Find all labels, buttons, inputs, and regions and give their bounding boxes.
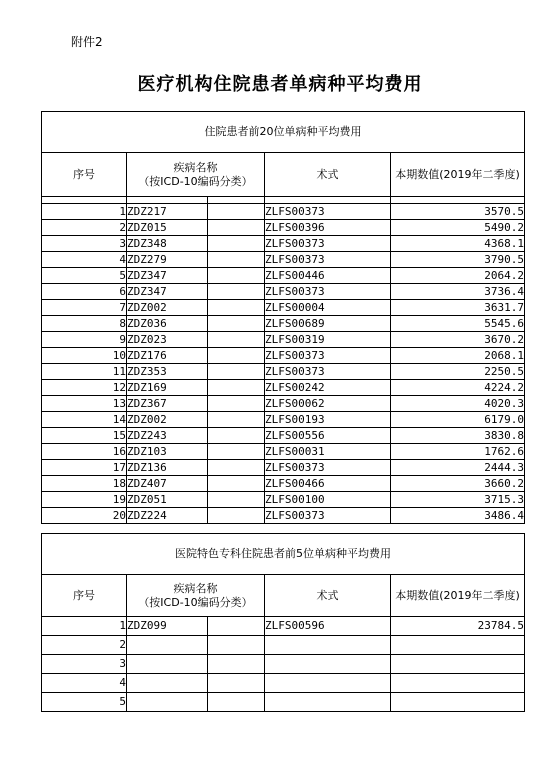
period-value: 2250.5 — [391, 364, 525, 380]
period-value — [391, 693, 525, 712]
table-row — [42, 617, 525, 636]
row-number: 1 — [42, 617, 127, 636]
table-row — [42, 460, 525, 476]
disease-code: ZDZ023 — [127, 332, 208, 348]
row-number: 5 — [42, 693, 127, 712]
surgery-code: ZLFS00446 — [265, 268, 391, 284]
surgery-code: ZLFS00373 — [265, 204, 391, 220]
disease-code-extra — [208, 655, 265, 674]
surgery-code: ZLFS00373 — [265, 236, 391, 252]
header-surgery: 术式 — [265, 153, 391, 197]
row-number: 8 — [42, 316, 127, 332]
disease-code-extra — [208, 204, 265, 220]
period-value: 3715.3 — [391, 492, 525, 508]
disease-code-extra — [208, 316, 265, 332]
disease-code-extra — [208, 332, 265, 348]
period-value: 3660.2 — [391, 476, 525, 492]
table-row — [42, 655, 525, 674]
table-row — [42, 348, 525, 364]
disease-code-extra — [208, 636, 265, 655]
document-title: 医疗机构住院患者单病种平均费用 — [137, 74, 423, 95]
disease-code-extra — [208, 617, 265, 636]
disease-code-extra — [208, 492, 265, 508]
disease-code-extra — [208, 674, 265, 693]
period-value: 5545.6 — [391, 316, 525, 332]
header-seq: 序号 — [42, 153, 127, 197]
surgery-code: ZLFS00242 — [265, 380, 391, 396]
disease-code: ZDZ347 — [127, 284, 208, 300]
table-row — [42, 252, 525, 268]
disease-code-extra — [208, 268, 265, 284]
row-number: 2 — [42, 636, 127, 655]
period-value: 3736.4 — [391, 284, 525, 300]
period-value: 1762.6 — [391, 444, 525, 460]
disease-code: ZDZ169 — [127, 380, 208, 396]
disease-code-extra — [208, 508, 265, 524]
header-disease-label: 疾病名称 — [173, 160, 218, 174]
row-number: 6 — [42, 284, 127, 300]
disease-code: ZDZ347 — [127, 268, 208, 284]
period-value: 3570.5 — [391, 204, 525, 220]
row-number: 7 — [42, 300, 127, 316]
period-value: 3830.8 — [391, 428, 525, 444]
disease-code: ZDZ279 — [127, 252, 208, 268]
disease-code-extra — [208, 476, 265, 492]
row-number: 13 — [42, 396, 127, 412]
disease-code: ZDZ015 — [127, 220, 208, 236]
row-number: 11 — [42, 364, 127, 380]
period-value — [391, 674, 525, 693]
disease-code — [127, 636, 208, 655]
table-row — [42, 236, 525, 252]
period-value: 3486.4 — [391, 508, 525, 524]
row-number: 12 — [42, 380, 127, 396]
surgery-code: ZLFS00031 — [265, 444, 391, 460]
table-row — [42, 636, 525, 655]
period-value — [391, 636, 525, 655]
row-number: 20 — [42, 508, 127, 524]
disease-code: ZDZ176 — [127, 348, 208, 364]
row-number: 2 — [42, 220, 127, 236]
table-row — [42, 284, 525, 300]
disease-code: ZDZ136 — [127, 460, 208, 476]
disease-code-extra — [208, 412, 265, 428]
disease-code-extra — [208, 348, 265, 364]
row-number: 17 — [42, 460, 127, 476]
period-value: 2068.1 — [391, 348, 525, 364]
table-row — [42, 332, 525, 348]
table-row — [42, 268, 525, 284]
period-value: 4368.1 — [391, 236, 525, 252]
period-value: 3631.7 — [391, 300, 525, 316]
surgery-code: ZLFS00373 — [265, 460, 391, 476]
table-row — [42, 693, 525, 712]
disease-code-extra — [208, 284, 265, 300]
surgery-code: ZLFS00062 — [265, 396, 391, 412]
header-seq: 序号 — [42, 575, 127, 617]
row-number: 4 — [42, 252, 127, 268]
disease-code: ZDZ407 — [127, 476, 208, 492]
surgery-code: ZLFS00319 — [265, 332, 391, 348]
disease-code: ZDZ217 — [127, 204, 208, 220]
header-value: 本期数值(2019年二季度) — [391, 153, 525, 197]
disease-code: ZDZ348 — [127, 236, 208, 252]
period-value — [391, 655, 525, 674]
surgery-code: ZLFS00373 — [265, 284, 391, 300]
disease-code-extra — [208, 364, 265, 380]
table-row — [42, 674, 525, 693]
disease-code-extra — [208, 252, 265, 268]
surgery-code: ZLFS00373 — [265, 252, 391, 268]
row-number: 4 — [42, 674, 127, 693]
period-value: 6179.0 — [391, 412, 525, 428]
specialty-top5-disease-cost-table — [41, 533, 525, 712]
table-row — [42, 492, 525, 508]
disease-code: ZDZ243 — [127, 428, 208, 444]
table-row — [42, 364, 525, 380]
disease-code-extra — [208, 236, 265, 252]
period-value: 2444.3 — [391, 460, 525, 476]
disease-code — [127, 693, 208, 712]
surgery-code: ZLFS00373 — [265, 508, 391, 524]
header-disease-sub: （按ICD-10编码分类） — [138, 174, 253, 188]
header-disease-label: 疾病名称 — [173, 581, 218, 595]
period-value: 3790.5 — [391, 252, 525, 268]
disease-code: ZDZ367 — [127, 396, 208, 412]
disease-code-extra — [208, 428, 265, 444]
row-number: 1 — [42, 204, 127, 220]
table-row — [42, 380, 525, 396]
surgery-code: ZLFS00466 — [265, 476, 391, 492]
row-number: 9 — [42, 332, 127, 348]
surgery-code: ZLFS00689 — [265, 316, 391, 332]
table-caption: 医院特色专科住院患者前5位单病种平均费用 — [42, 534, 525, 575]
row-number: 16 — [42, 444, 127, 460]
period-value: 2064.2 — [391, 268, 525, 284]
table-row — [42, 508, 525, 524]
row-number: 15 — [42, 428, 127, 444]
table-row — [42, 396, 525, 412]
header-value: 本期数值(2019年二季度) — [391, 575, 525, 617]
period-value: 4020.3 — [391, 396, 525, 412]
period-value: 4224.2 — [391, 380, 525, 396]
surgery-code: ZLFS00193 — [265, 412, 391, 428]
surgery-code: ZLFS00373 — [265, 348, 391, 364]
disease-code-extra — [208, 220, 265, 236]
disease-code: ZDZ353 — [127, 364, 208, 380]
surgery-code — [265, 674, 391, 693]
surgery-code: ZLFS00100 — [265, 492, 391, 508]
row-number: 3 — [42, 236, 127, 252]
row-number: 19 — [42, 492, 127, 508]
period-value: 23784.5 — [391, 617, 525, 636]
period-value: 3670.2 — [391, 332, 525, 348]
table-caption: 住院患者前20位单病种平均费用 — [42, 112, 525, 153]
row-number: 14 — [42, 412, 127, 428]
surgery-code: ZLFS00556 — [265, 428, 391, 444]
disease-code-extra — [208, 693, 265, 712]
period-value: 5490.2 — [391, 220, 525, 236]
disease-code: ZDZ002 — [127, 300, 208, 316]
surgery-code: ZLFS00596 — [265, 617, 391, 636]
disease-code — [127, 655, 208, 674]
attachment-label: 附件2 — [71, 35, 103, 49]
row-number: 5 — [42, 268, 127, 284]
disease-code: ZDZ002 — [127, 412, 208, 428]
disease-code: ZDZ051 — [127, 492, 208, 508]
table-row — [42, 476, 525, 492]
header-disease — [127, 575, 265, 617]
table-row — [42, 204, 525, 220]
table-row — [42, 220, 525, 236]
disease-code-extra — [208, 460, 265, 476]
surgery-code — [265, 636, 391, 655]
surgery-code — [265, 655, 391, 674]
disease-code-extra — [208, 380, 265, 396]
disease-code: ZDZ099 — [127, 617, 208, 636]
table-row — [42, 428, 525, 444]
surgery-code: ZLFS00373 — [265, 364, 391, 380]
row-number: 18 — [42, 476, 127, 492]
disease-code — [127, 674, 208, 693]
disease-code-extra — [208, 444, 265, 460]
header-disease-sub: （按ICD-10编码分类） — [138, 595, 253, 609]
disease-code-extra — [208, 396, 265, 412]
table-row — [42, 412, 525, 428]
table-row — [42, 316, 525, 332]
header-surgery: 术式 — [265, 575, 391, 617]
table-row — [42, 444, 525, 460]
header-disease — [127, 153, 265, 197]
table-row — [42, 300, 525, 316]
surgery-code — [265, 693, 391, 712]
disease-code-extra — [208, 300, 265, 316]
disease-code: ZDZ103 — [127, 444, 208, 460]
surgery-code: ZLFS00396 — [265, 220, 391, 236]
surgery-code: ZLFS00004 — [265, 300, 391, 316]
top20-disease-cost-table — [41, 111, 525, 524]
disease-code: ZDZ224 — [127, 508, 208, 524]
row-number: 10 — [42, 348, 127, 364]
row-number: 3 — [42, 655, 127, 674]
disease-code: ZDZ036 — [127, 316, 208, 332]
